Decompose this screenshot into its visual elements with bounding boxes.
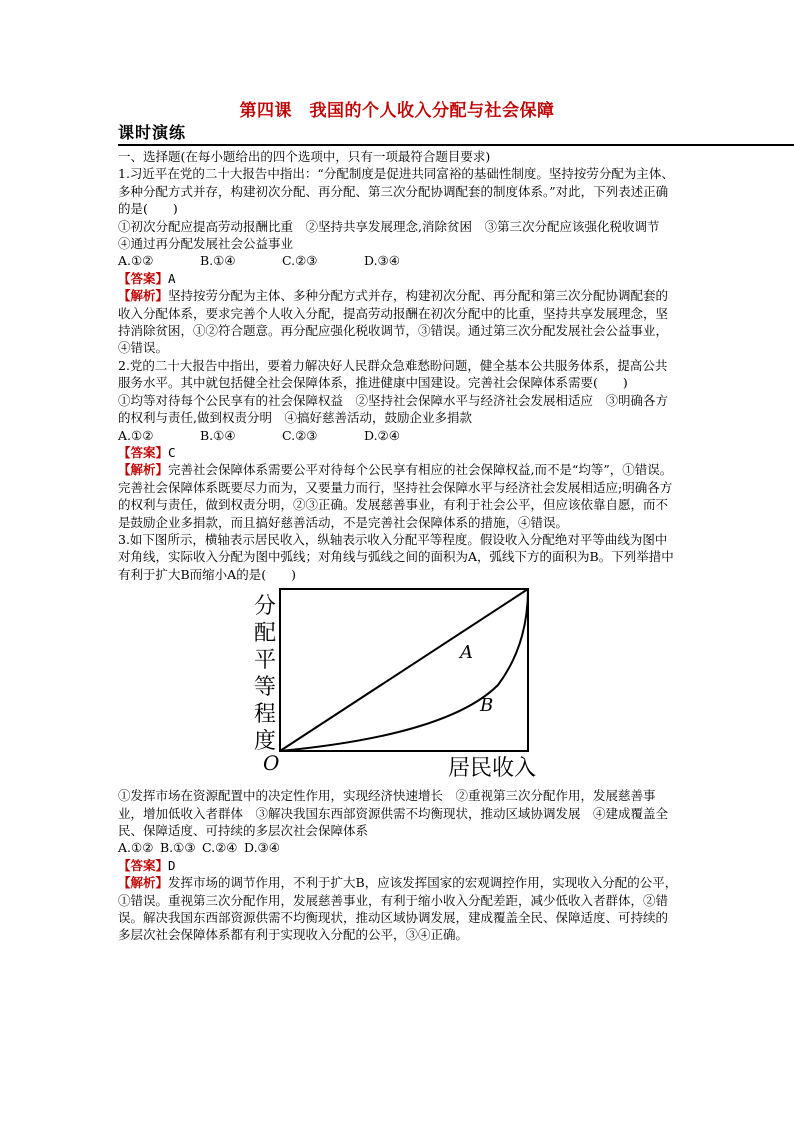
q3-option-c: C.②④: [202, 840, 238, 856]
area-a-label: A: [460, 642, 473, 664]
q2-stem: 2.党的二十大报告中指出，要着力解决好人民群众急难愁盼问题，健全基本公共服务体系，提高公共服务水平。其中就包括健全社会保障体系，推进健康中国建设。完善社会保障体系需要( ): [118, 357, 668, 391]
q1-options: [118, 252, 678, 269]
q2-items: ①均等对待每个公民享有的社会保障权益 ②坚持社会保障水平与经济社会发展相适应 ③明确各方的权利与责任,做到权责分明 ④搞好慈善活动，鼓励企业多捐款: [118, 392, 669, 426]
q2-answer: [118, 444, 678, 461]
y-label-char-2: 配: [253, 621, 277, 647]
q3-answer-value: D: [168, 857, 176, 873]
y-label-char-1: 分: [253, 594, 277, 620]
y-label-char-3: 平: [253, 648, 277, 674]
q1-analysis: [118, 287, 678, 357]
part-heading: 一、选择题(在每小题给出的四个选项中，只有一项最符合题目要求): [118, 149, 491, 164]
q3-options: [118, 839, 678, 856]
x-axis-label: 居民收入: [448, 756, 537, 782]
q1-analysis-label: 【解析】: [118, 288, 169, 304]
q2-answer-value: C: [168, 444, 176, 460]
section-divider: [118, 144, 794, 146]
q3-option-b: B.①③: [160, 840, 196, 856]
section-heading: 课时演练: [118, 123, 187, 142]
q3-answer: [118, 857, 678, 874]
q2-analysis-text: 完善社会保障体系需要公平对待每个公民享有相应的社会保障权益,而不是“均等”，①错误。完善社会保障体系既要尽力而为，又要量力而行，坚持社会保障水平与经济社会发展相适应;明确各方的权利与责任，做到权责分明，②③正确。发展慈善事业，有利于社会公平，但应该依靠自愿，而不是鼓励企业多捐款，而且搞好慈善活动，不是完善社会保障体系的措施，④错误。: [118, 462, 673, 530]
q3-analysis-text: 发挥市场的调节作用，不利于扩大B，应该发挥国家的宏观调控作用，实现收入分配的公平，①错误。重视第三次分配作用，发展慈善事业，有利于缩小收入分配差距，减少低收入者群体，②错误。解决我国东西部资源供需不均衡现状，推动区域协调发展，建成覆盖全民、保障适度、可持续的多层次社会保障体系都有利于实现收入分配的公平，③④正确。: [118, 875, 678, 943]
q2-options: [118, 427, 678, 444]
figure-svg: [118, 585, 678, 785]
origin-label: O: [263, 751, 280, 776]
q3-items: ①发挥市场在资源配置中的决定性作用，实现经济快速增长 ②重视第三次分配作用，发展慈善事业，增加低收入者群体 ③解决我国东西部资源供需不均衡现状，推动区域协调发展 ④建成覆盖全民、保障适度、可持续的多层次社会保障体系: [118, 788, 669, 838]
q3-option-d: D.③④: [244, 840, 280, 856]
q1-option-a: A.①②: [118, 253, 154, 269]
q3-analysis: [118, 874, 678, 944]
q2-option-c: C.②③: [282, 427, 318, 443]
lesson-title: 第四课 我国的个人收入分配与社会保障: [239, 101, 555, 121]
q2-option-b: B.①④: [200, 427, 236, 443]
q1-items: ①初次分配应提高劳动报酬比重 ②坚持共享发展理念,消除贫困 ③第三次分配应该强化税收调节 ④通过再分配发展社会公益事业: [118, 218, 672, 252]
q3-option-a: A.①②: [118, 840, 154, 856]
q1-stem: 1.习近平在党的二十大报告中指出：“分配制度是促进共同富裕的基础性制度。坚持按劳分配为主体、多种分配方式并存，构建初次分配、再分配、第三次分配协调配套的制度体系。”对此，下列表述正确的是( ): [118, 166, 674, 217]
q3-stem: 3.如下图所示，横轴表示居民收入，纵轴表示收入分配平等程度。假设收入分配绝对平等曲线为图中对角线，实际收入分配为图中弧线；对角线与弧线之间的面积为A，弧线下方的面积为B。下列举措中有利于扩大B而缩小A的是( ): [118, 531, 674, 582]
y-label-char-6: 度: [253, 729, 277, 755]
income-distribution-figure: [118, 585, 678, 785]
q2-analysis-label: 【解析】: [118, 462, 169, 478]
exercise-content: [118, 148, 678, 944]
q1-analysis-text: 坚持按劳分配为主体、多种分配方式并存，构建初次分配、再分配和第三次分配协调配套的收入分配体系，要求完善个人收入分配，提高劳动报酬在初次分配中的比重，坚持共享发展理念，坚持消除贫困，①②符合题意。再分配应强化税收调节，③错误。通过第三次分配发展社会公益事业，④错误。: [118, 288, 669, 356]
equality-diagonal: [280, 589, 528, 751]
q1-answer: [118, 270, 678, 287]
q3-analysis-label: 【解析】: [118, 875, 169, 891]
area-b-label: B: [480, 695, 494, 717]
q2-analysis: [118, 461, 678, 531]
q1-answer-label: 【答案】: [118, 270, 169, 286]
q1-answer-value: A: [168, 270, 176, 286]
q2-option-a: A.①②: [118, 427, 154, 443]
y-label-char-4: 等: [253, 675, 277, 701]
y-label-char-5: 程: [253, 702, 277, 728]
q1-option-b: B.①④: [200, 253, 236, 269]
q1-option-c: C.②③: [282, 253, 318, 269]
q2-answer-label: 【答案】: [118, 444, 169, 460]
q3-answer-label: 【答案】: [118, 857, 169, 873]
q1-option-d: D.③④: [364, 253, 400, 269]
q2-option-d: D.②④: [364, 427, 400, 443]
